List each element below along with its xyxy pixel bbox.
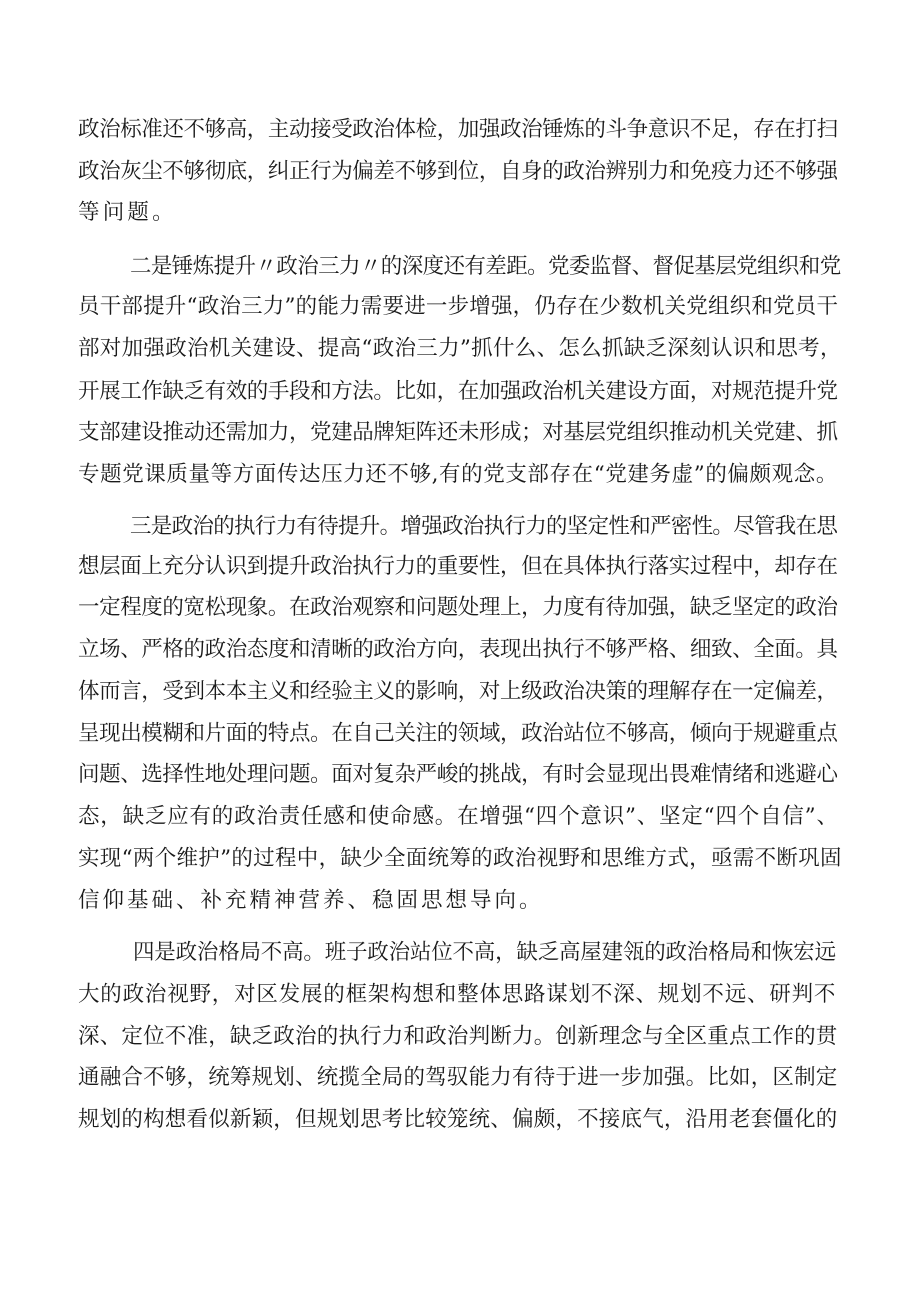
text-line: 想层面上充分认识到提升政治执行力的重要性，但在具体执行落实过程中，却存在 [78, 554, 838, 579]
text-line: 深、定位不准，缺乏政治的执行力和政治判断力。创新理念与全区重点工作的贯 [78, 1024, 838, 1049]
text-line: 二是锤炼提升〃政治三力〃的深度还有差距。党委监督、督促基层党组织和党 [130, 254, 841, 279]
text-line: 一定程度的宽松现象。在政治观察和问题处理上，力度有待加强，缺乏坚定的政治 [78, 595, 838, 620]
text-line: 信仰基础、补充精神营养、稳固思想导向。 [78, 888, 544, 913]
text-line: 实现“两个维护”的过程中，缺少全面统筹的政治视野和思维方式，亟需不断巩固 [78, 846, 842, 871]
text-line: 问题、选择性地处理问题。面对复杂严峻的挑战，有时会显现出畏难情绪和逃避心 [78, 762, 838, 787]
text-line: 支部建设推动还需加力，党建品牌矩阵还未形成；对基层党组织推动机关党建、抓 [78, 420, 838, 445]
text-line: 态，缺乏应有的政治责任感和使命感。在增强“四个意识”、坚定“四个自信”、 [78, 804, 839, 829]
text-line: 员干部提升“政治三力”的能力需要进一步增强，仍存在少数机关党组织和党员干 [78, 294, 839, 319]
text-line: 政治标准还不够高，主动接受政治体检，加强政治锤炼的斗争意识不足，存在打扫 [78, 117, 838, 142]
text-line: 四是政治格局不高。班子政治站位不高，缺乏高屋建瓴的政治格局和恢宏远 [133, 940, 836, 965]
text-line: 部对加强政治机关建设、提高“政治三力”抓什么、怎么抓缺乏深刻认识和思考， [78, 336, 842, 361]
text-line: 专题党课质量等方面传达压力还不够,有的党支部存在“党建务虚”的偏颇观念。 [78, 462, 838, 487]
text-line: 呈现出模糊和片面的特点。在自己关注的领域，政治站位不够高，倾向于规避重点 [78, 721, 838, 746]
text-line: 政治灰尘不够彻底，纠正行为偏差不够到位，自身的政治辨别力和免疫力还不够强 [78, 159, 838, 184]
text-line: 开展工作缺乏有效的手段和方法。比如，在加强政治机关建设方面，对规范提升党 [78, 379, 838, 404]
text-line: 等问题。 [78, 200, 177, 225]
text-line: 大的政治视野，对区发展的框架构想和整体思路谋划不深、规划不远、研判不 [78, 982, 837, 1007]
text-line: 通融合不够，统筹规划、统揽全局的驾驭能力有待于进一步加强。比如，区制定 [78, 1065, 838, 1090]
text-line: 规划的构想看似新颖，但规划思考比较笼统、偏颇，不接底气，沿用老套僵化的 [78, 1107, 838, 1132]
text-line: 体而言，受到本本主义和经验主义的影响，对上级政治决策的理解存在一定偏差， [78, 679, 838, 704]
text-line: 三是政治的执行力有待提升。增强政治执行力的坚定性和严密性。尽管我在思 [130, 514, 838, 539]
text-line: 立场、严格的政治态度和清晰的政治方向，表现出执行不够严格、细致、全面。具 [78, 637, 838, 662]
